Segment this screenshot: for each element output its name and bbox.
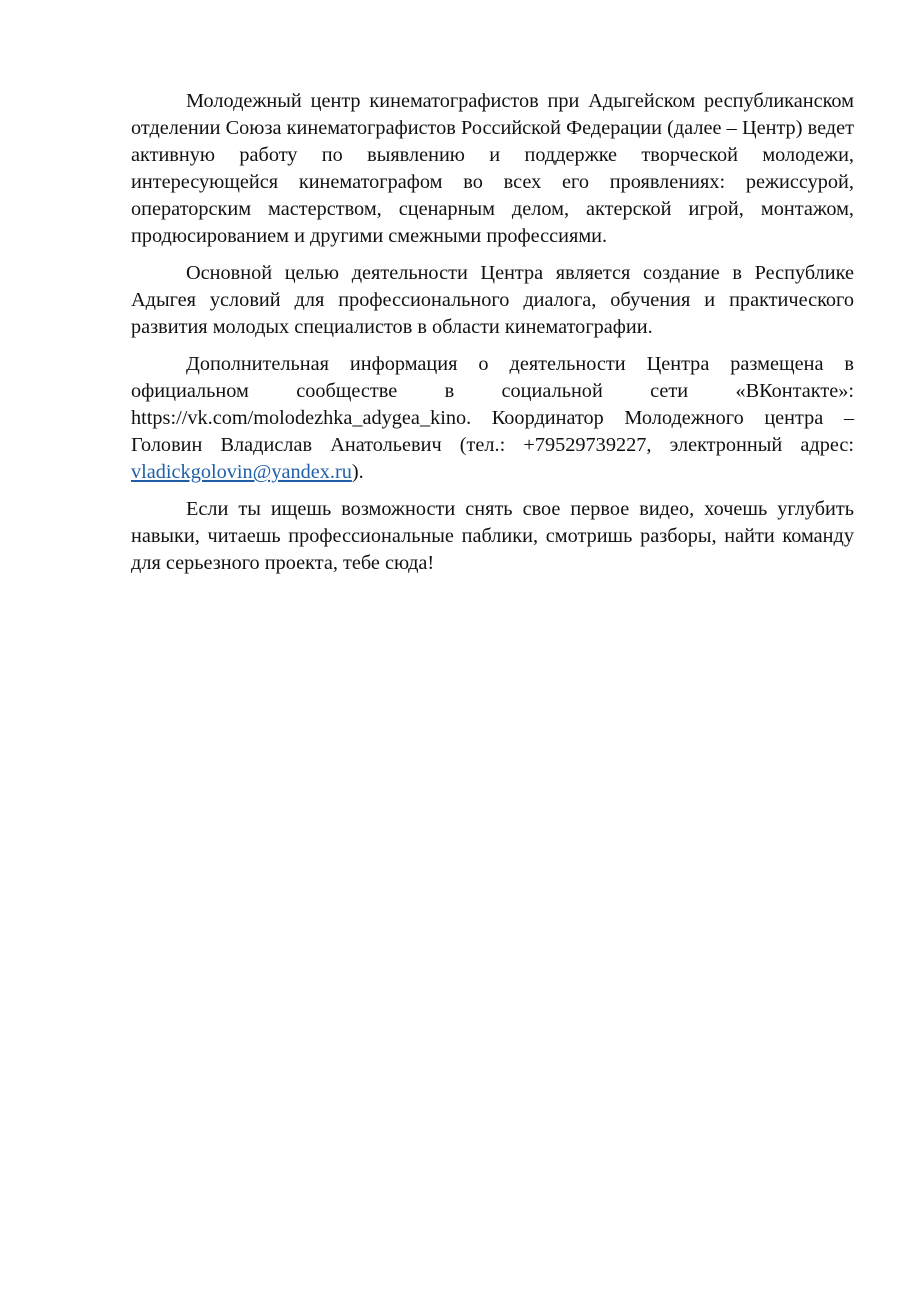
paragraph-invitation: Если ты ищешь возможности снять свое первое видео, хочешь углубить навыки, читаешь профессиональные паблики, смотришь разборы, найти команду для серьезного проекта, тебе сюда! bbox=[131, 498, 854, 574]
paragraph-intro: Молодежный центр кинематографистов при Адыгейском республиканском отделении Союза кинематографистов Российской Федерации (далее – Центр) ведет активную работу по выявлению и поддержке творческой молодежи, интересующейся кинематографом во всех его проявлениях: режиссурой, операторским мастерством, сценарным делом, актерской игрой, монтажом, продюсированием и другими смежными профессиями. bbox=[131, 90, 854, 247]
contacts-text-end: ). bbox=[351, 461, 364, 483]
email-link[interactable]: vladickgolovin@yandex.ru bbox=[131, 461, 352, 483]
contacts-text: Дополнительная информация о деятельности Центра размещена в официальном сообществе в социальной сети «ВКонтакте»: https://vk.com/molodezhka_adygea_kino. Координатор Молодежного центра – Головин Владислав Анатольевич (тел.: +79529739227, электронный адрес: bbox=[131, 353, 854, 456]
paragraph-contacts bbox=[131, 351, 854, 486]
paragraph-goal: Основной целью деятельности Центра является создание в Республике Адыгея условий для профессионального диалога, обучения и практического развития молодых специалистов в области кинематографии. bbox=[131, 262, 854, 338]
document-body bbox=[131, 88, 854, 587]
